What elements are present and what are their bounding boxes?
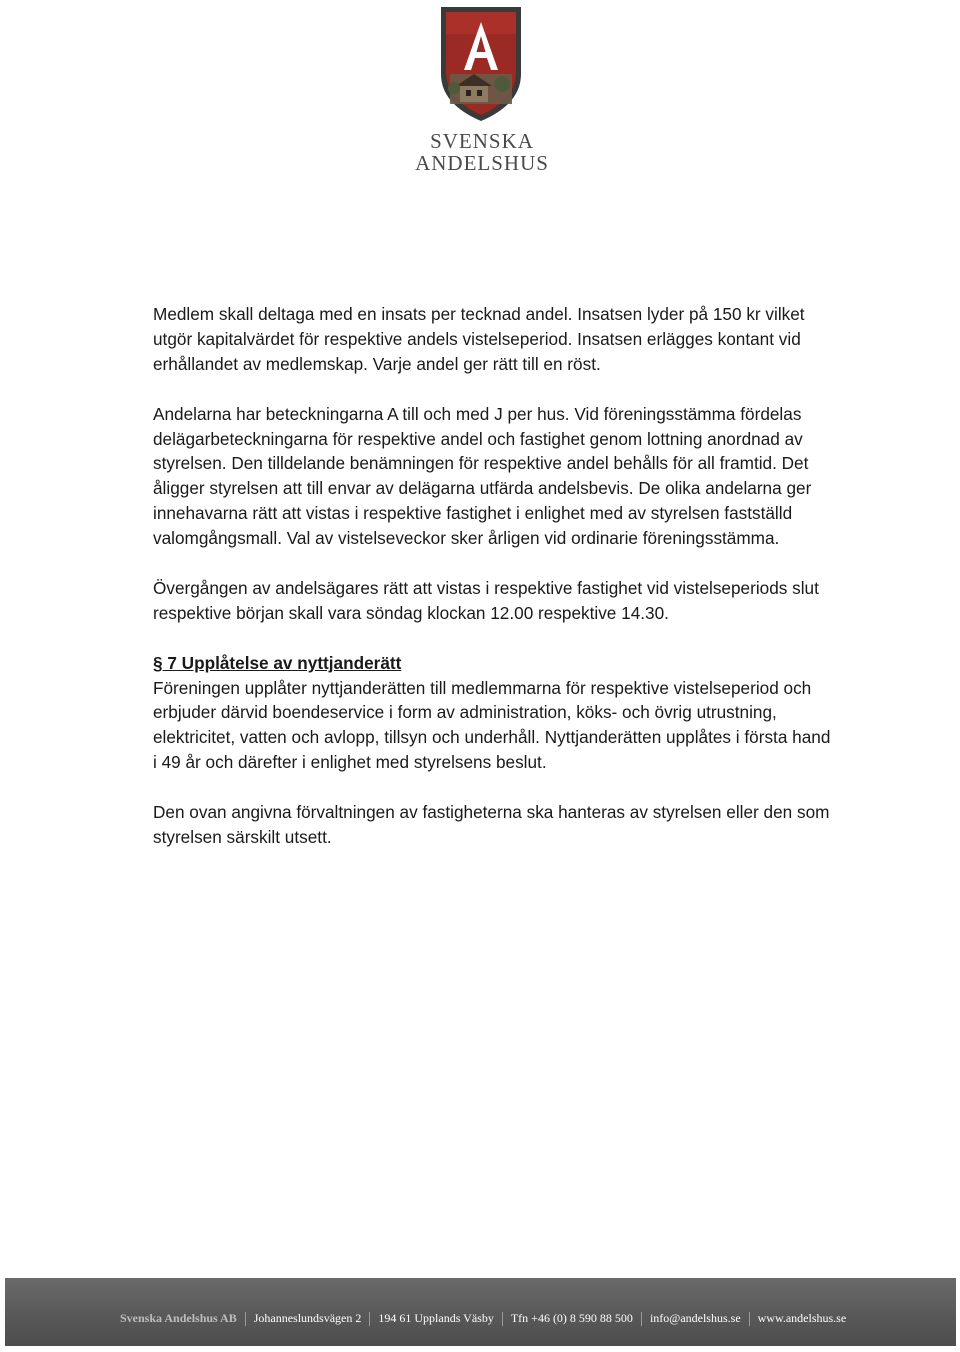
section-7 [153,651,833,776]
footer-web: www.andelshus.se [757,1311,847,1325]
paragraph-overgang: Övergången av andelsägares rätt att vistas i respektive fastighet vid vistelseperiods slut respektive början skall vara söndag klockan 12.00 respektive 14.30. [153,577,819,623]
footer-divider [749,1312,750,1326]
footer-email: info@andelshus.se [649,1311,741,1325]
paragraph-insats: Medlem skall deltaga med en insats per tecknad andel. Insatsen lyder på 150 kr vilket utgör kapitalvärdet för respektive andels vistelseperiod. Insatsen erlägges kontant vid erhållandet av medlemskap. Varje andel ger rätt till en röst. [153,304,805,374]
footer-address: Johanneslundsvägen 2 [253,1311,362,1325]
footer-divider [245,1312,246,1326]
document-body [153,302,833,875]
brand-name-line1: SVENSKA [430,129,534,153]
section-heading: § 7 Upplåtelse av nyttjanderätt [153,652,402,673]
paragraph-andelar: Andelarna har beteckningarna A till och med J per hus. Vid föreningsstämma fördelas delägarbeteckningarna för respektive andel och fastighet genom lottning anordnad av styrelsen. Den tilldelande benämningen för respektive andel behålls för all framtid. Det åligger styrelsen att till envar av delägarna utfärda andelsbevis. De olika andelarna ger innehavarna rätt att vistas i respektive fastighet i enlighet med av styrelsen fastställd valomgångsmall. Val av vistelseveckor sker årligen vid ordinarie föreningsstämma. [153,403,812,549]
footer-divider [641,1312,642,1326]
footer-divider [502,1312,503,1326]
footer-divider [369,1312,370,1326]
footer-contact [120,1311,846,1326]
shield-emblem-icon [438,4,524,124]
paragraph-nyttjanderatt: Föreningen upplåter nyttjanderätten till medlemmarna för respektive vistelseperiod och erbjuder därvid boendeservice i form av administration, köks- och övrig utrustning, elektricitet, vatten och avlopp, tillsyn och underhåll. Nyttjanderätten upplåtes i första hand i 49 år och därefter i enlighet med styrelsens beslut. [153,677,831,773]
footer-company: Svenska Andelshus AB [120,1311,237,1325]
footer-phone: Tfn +46 (0) 8 590 88 500 [510,1311,633,1325]
footer-bar [5,1278,956,1346]
footer-postal: 194 61 Upplands Väsby [378,1311,494,1325]
paragraph-forvaltning: Den ovan angivna förvaltningen av fastigheterna ska hanteras av styrelsen eller den som styrelsen särskilt utsett. [153,802,830,847]
brand-name-line2: ANDELSHUS [415,151,549,175]
company-logo [415,4,549,174]
